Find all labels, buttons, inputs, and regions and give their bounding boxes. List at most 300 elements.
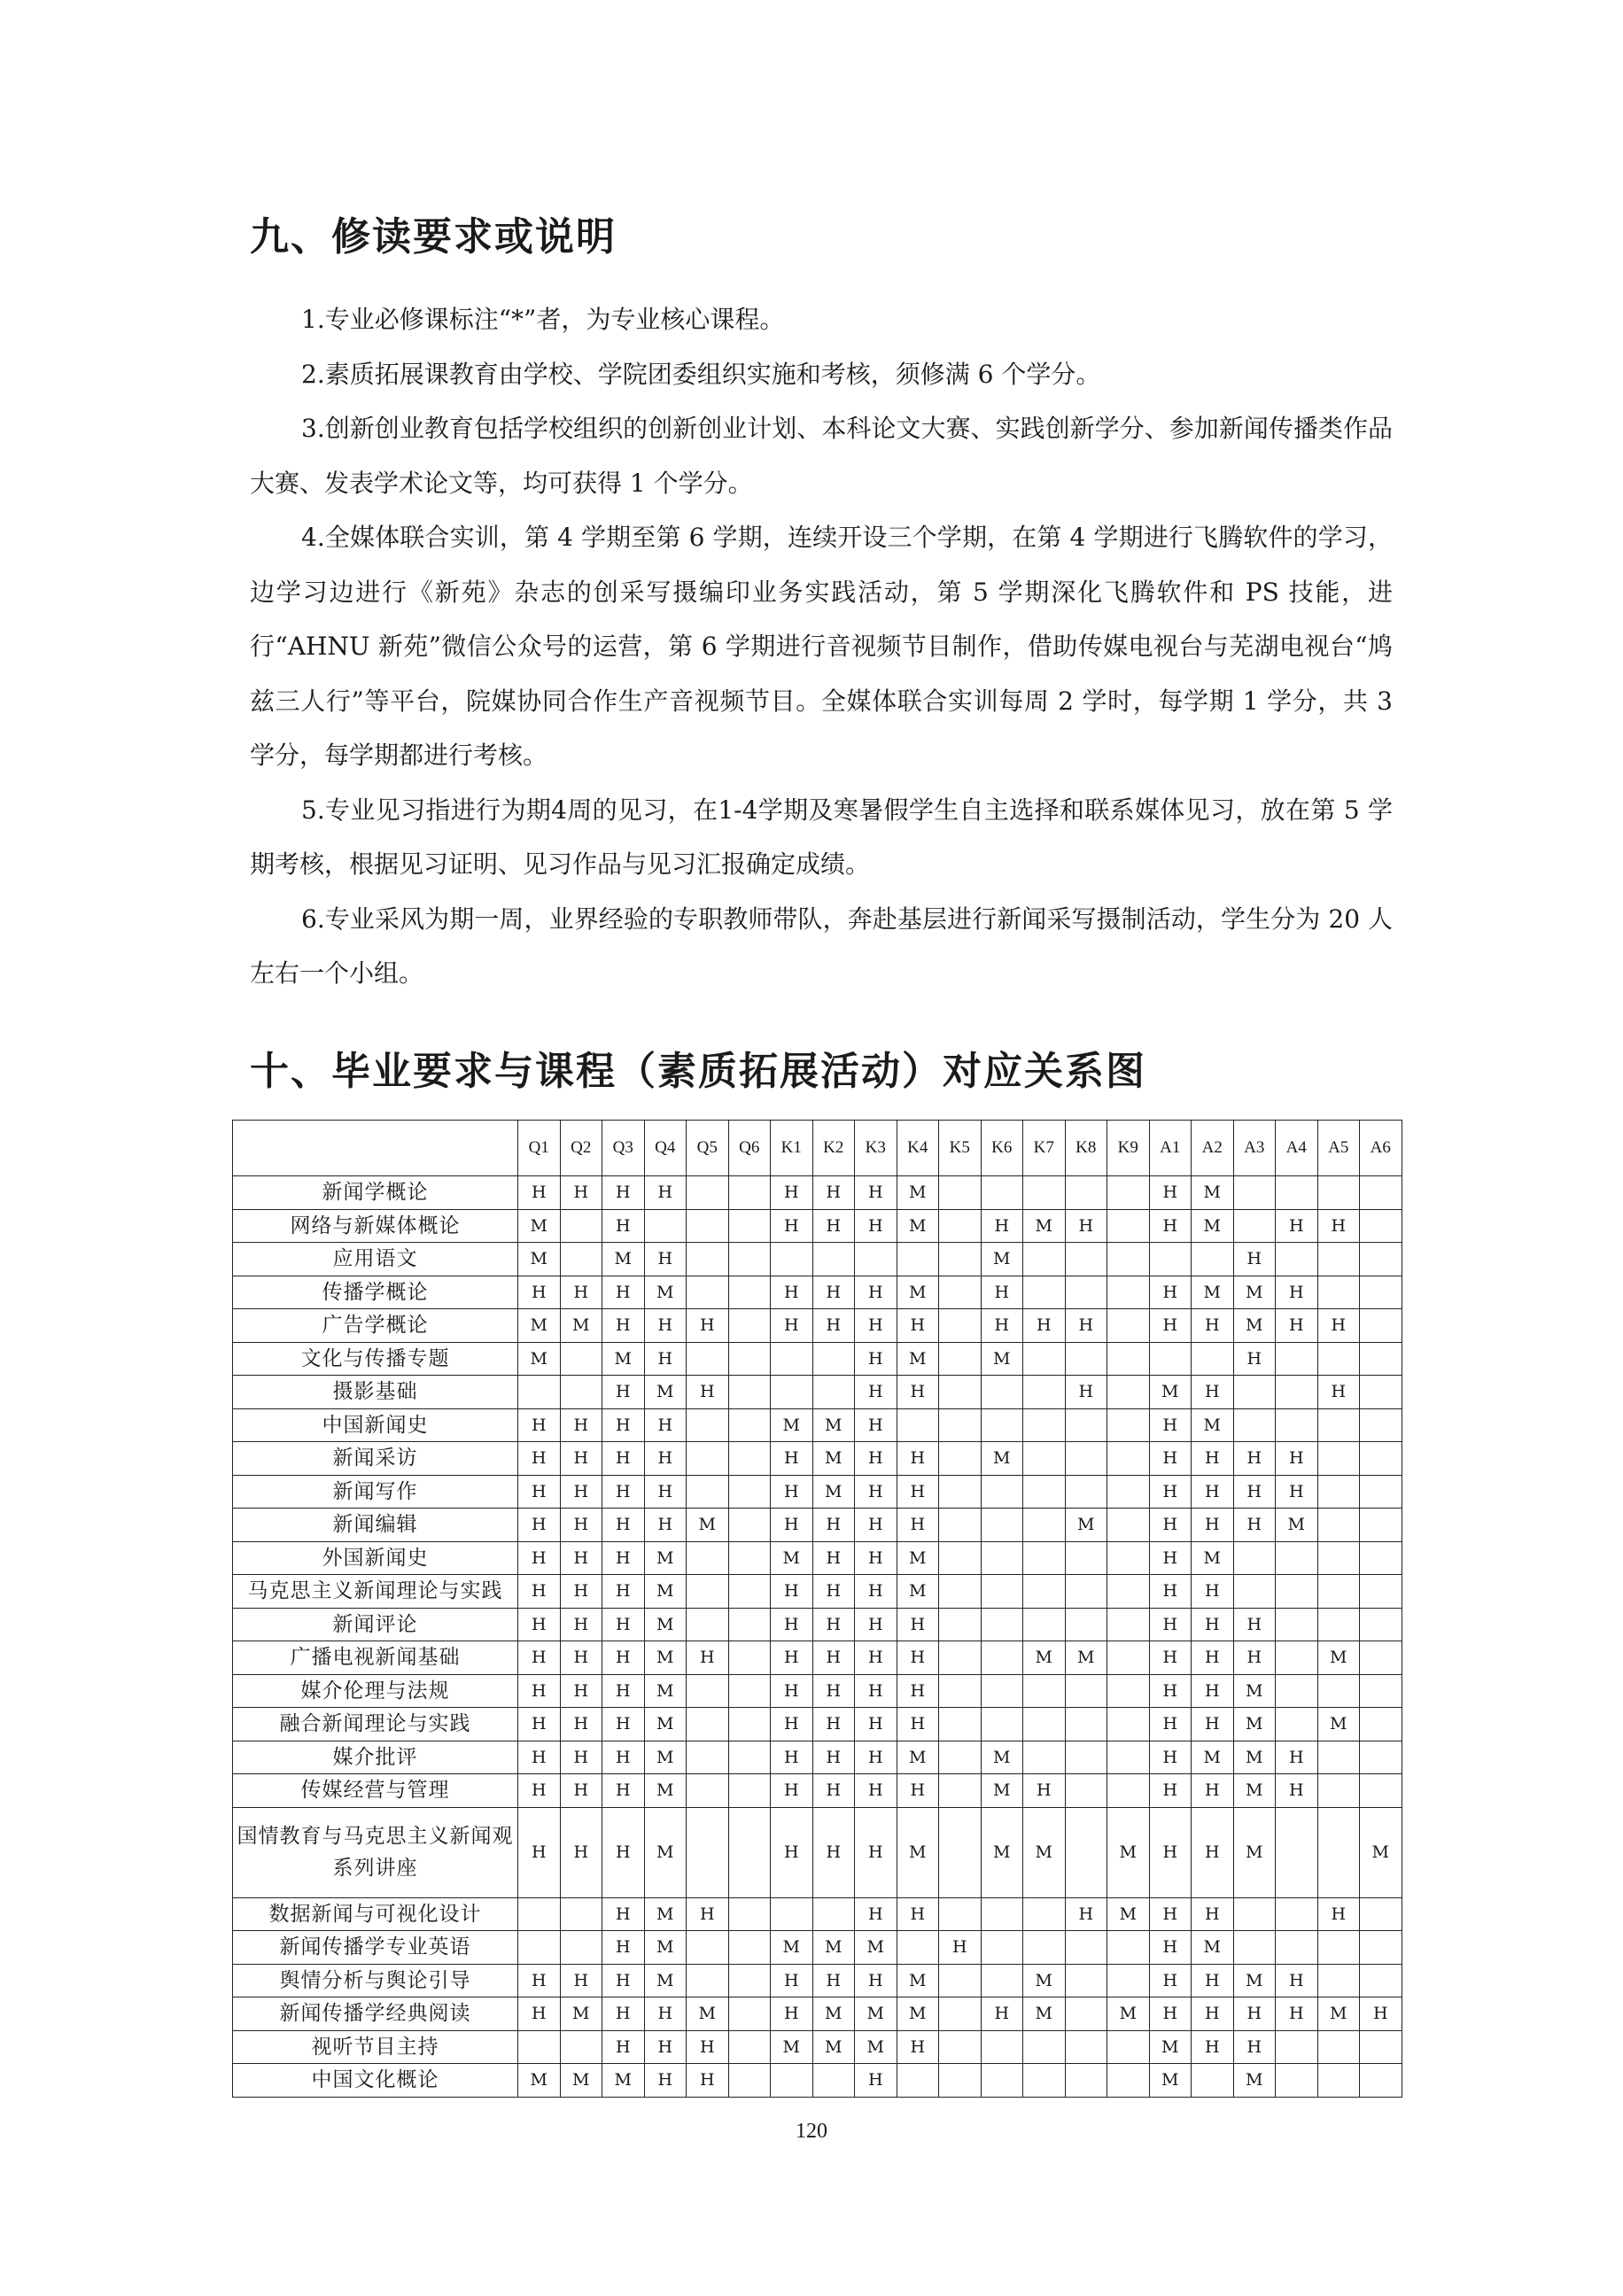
mark-cell: H bbox=[1192, 2030, 1234, 2064]
mark-cell bbox=[728, 1408, 771, 1442]
mark-cell: M bbox=[1192, 1176, 1234, 1210]
mark-cell: H bbox=[518, 1741, 561, 1774]
mark-cell bbox=[1317, 1509, 1360, 1542]
mark-cell bbox=[1360, 1176, 1402, 1210]
mark-cell bbox=[981, 1376, 1023, 1409]
mark-cell: H bbox=[1192, 1376, 1234, 1409]
mark-cell: H bbox=[518, 1509, 561, 1542]
mark-cell bbox=[1317, 1342, 1360, 1376]
mark-cell: M bbox=[981, 1774, 1023, 1808]
mark-cell: M bbox=[1023, 1807, 1066, 1897]
mark-cell bbox=[771, 1376, 813, 1409]
mark-cell: H bbox=[644, 2030, 687, 2064]
mark-cell: H bbox=[771, 1641, 813, 1675]
column-header: Q5 bbox=[687, 1121, 729, 1176]
mark-cell: H bbox=[1149, 1509, 1192, 1542]
mark-cell: H bbox=[855, 1741, 897, 1774]
mark-cell: M bbox=[1107, 1807, 1150, 1897]
mark-cell bbox=[897, 1408, 939, 1442]
course-name-cell: 外国新闻史 bbox=[233, 1541, 518, 1575]
mark-cell: M bbox=[1192, 1209, 1234, 1243]
mark-cell bbox=[1107, 2030, 1150, 2064]
mark-cell: H bbox=[812, 1964, 855, 1997]
table-row bbox=[233, 1931, 1402, 1965]
mark-cell: H bbox=[1192, 1608, 1234, 1641]
mark-cell bbox=[1276, 1708, 1318, 1741]
mark-cell: H bbox=[518, 1674, 561, 1708]
mark-cell: H bbox=[855, 1475, 897, 1509]
mark-cell: H bbox=[560, 1575, 602, 1609]
mark-cell: M bbox=[644, 1276, 687, 1309]
mark-cell bbox=[1023, 1608, 1066, 1641]
mark-cell bbox=[1065, 1408, 1107, 1442]
course-name-cell: 新闻学概论 bbox=[233, 1176, 518, 1210]
mark-cell bbox=[1360, 1276, 1402, 1309]
mark-cell bbox=[728, 1176, 771, 1210]
mark-cell: H bbox=[771, 1276, 813, 1309]
mark-cell: H bbox=[644, 1475, 687, 1509]
mark-cell bbox=[1360, 1964, 1402, 1997]
mark-cell bbox=[1317, 1807, 1360, 1897]
mark-cell bbox=[981, 1509, 1023, 1542]
mark-cell bbox=[1107, 1243, 1150, 1276]
column-header: A4 bbox=[1276, 1121, 1318, 1176]
mark-cell: H bbox=[1149, 1276, 1192, 1309]
mark-cell: H bbox=[1149, 1641, 1192, 1675]
course-name-cell: 新闻编辑 bbox=[233, 1509, 518, 1542]
mark-cell: H bbox=[644, 1408, 687, 1442]
mark-cell: M bbox=[1023, 1964, 1066, 1997]
mark-cell: H bbox=[602, 1475, 645, 1509]
section-9-heading: 九、修读要求或说明 bbox=[250, 214, 617, 260]
table-row bbox=[233, 1176, 1402, 1210]
mark-cell bbox=[1360, 1309, 1402, 1343]
mark-cell: H bbox=[518, 1807, 561, 1897]
mark-cell: H bbox=[1317, 1209, 1360, 1243]
mark-cell: M bbox=[560, 1997, 602, 2031]
mark-cell: H bbox=[1233, 1475, 1276, 1509]
mark-cell bbox=[687, 1608, 729, 1641]
mark-cell bbox=[1023, 1408, 1066, 1442]
mark-cell: M bbox=[644, 1964, 687, 1997]
mark-cell bbox=[1276, 2030, 1318, 2064]
mark-cell: H bbox=[771, 1509, 813, 1542]
mark-cell bbox=[687, 1541, 729, 1575]
mark-cell bbox=[1065, 1931, 1107, 1965]
column-header: Q4 bbox=[644, 1121, 687, 1176]
mark-cell bbox=[687, 1708, 729, 1741]
mark-cell: H bbox=[1149, 1575, 1192, 1609]
mark-cell: M bbox=[644, 1541, 687, 1575]
mark-cell: H bbox=[518, 1408, 561, 1442]
mark-cell: H bbox=[602, 1276, 645, 1309]
mark-cell bbox=[560, 1376, 602, 1409]
mark-cell bbox=[728, 1541, 771, 1575]
mark-cell bbox=[1276, 1575, 1318, 1609]
mark-cell: H bbox=[518, 1708, 561, 1741]
mark-cell bbox=[728, 1741, 771, 1774]
mark-cell bbox=[1360, 1608, 1402, 1641]
mark-cell: H bbox=[897, 1608, 939, 1641]
mark-cell: H bbox=[560, 1708, 602, 1741]
mark-cell: H bbox=[939, 1931, 982, 1965]
column-header: K3 bbox=[855, 1121, 897, 1176]
mark-cell: M bbox=[897, 1741, 939, 1774]
mark-cell bbox=[939, 1674, 982, 1708]
mark-cell: M bbox=[1065, 1641, 1107, 1675]
mark-cell bbox=[939, 1964, 982, 1997]
mark-cell: H bbox=[602, 1442, 645, 1476]
mark-cell: H bbox=[1149, 1541, 1192, 1575]
mark-cell: H bbox=[602, 1176, 645, 1210]
table-header-row bbox=[233, 1121, 1402, 1176]
mark-cell: H bbox=[602, 1309, 645, 1343]
table-row bbox=[233, 1276, 1402, 1309]
mark-cell bbox=[687, 1442, 729, 1476]
mark-cell: H bbox=[560, 1408, 602, 1442]
mark-cell: H bbox=[897, 1774, 939, 1808]
mark-cell: M bbox=[602, 1243, 645, 1276]
mark-cell: H bbox=[1233, 2030, 1276, 2064]
course-name-cell: 中国新闻史 bbox=[233, 1408, 518, 1442]
table-row bbox=[233, 1475, 1402, 1509]
mark-cell bbox=[981, 2030, 1023, 2064]
mark-cell: M bbox=[981, 1807, 1023, 1897]
mark-cell: M bbox=[1233, 1964, 1276, 1997]
course-name-cell: 新闻传播学专业英语 bbox=[233, 1931, 518, 1965]
column-header: K5 bbox=[939, 1121, 982, 1176]
mark-cell: H bbox=[518, 1964, 561, 1997]
mark-cell: H bbox=[855, 1408, 897, 1442]
mark-cell: H bbox=[1192, 1575, 1234, 1609]
mark-cell: H bbox=[687, 1376, 729, 1409]
mark-cell bbox=[771, 2064, 813, 2098]
mark-cell: H bbox=[812, 1641, 855, 1675]
mark-cell bbox=[939, 1608, 982, 1641]
mark-cell: H bbox=[644, 1997, 687, 2031]
table-row bbox=[233, 1541, 1402, 1575]
mark-cell: M bbox=[518, 1243, 561, 1276]
mark-cell: H bbox=[771, 1708, 813, 1741]
mark-cell: H bbox=[855, 1209, 897, 1243]
mark-cell bbox=[1107, 1442, 1150, 1476]
mark-cell: M bbox=[1276, 1509, 1318, 1542]
table-row bbox=[233, 1575, 1402, 1609]
mark-cell bbox=[939, 1408, 982, 1442]
mark-cell: H bbox=[560, 1276, 602, 1309]
mark-cell bbox=[939, 1997, 982, 2031]
mark-cell: H bbox=[855, 1641, 897, 1675]
mark-cell bbox=[1360, 1342, 1402, 1376]
mark-cell bbox=[897, 1243, 939, 1276]
mark-cell bbox=[1023, 1276, 1066, 1309]
mark-cell: H bbox=[855, 2064, 897, 2098]
mark-cell: H bbox=[687, 2064, 729, 2098]
mark-cell bbox=[939, 1807, 982, 1897]
mark-cell: M bbox=[1360, 1807, 1402, 1897]
mark-cell: H bbox=[644, 1509, 687, 1542]
mark-cell: H bbox=[771, 1442, 813, 1476]
mark-cell bbox=[1065, 1674, 1107, 1708]
mark-cell bbox=[728, 1931, 771, 1965]
mark-cell bbox=[1065, 2064, 1107, 2098]
mark-cell: H bbox=[1065, 1376, 1107, 1409]
mark-cell: M bbox=[771, 1931, 813, 1965]
mark-cell bbox=[728, 1774, 771, 1808]
mark-cell: H bbox=[1192, 1674, 1234, 1708]
mark-cell: H bbox=[1192, 1309, 1234, 1343]
mark-cell: H bbox=[812, 1541, 855, 1575]
mark-cell bbox=[1023, 1575, 1066, 1609]
mark-cell: H bbox=[855, 1608, 897, 1641]
mark-cell bbox=[1107, 2064, 1150, 2098]
mark-cell: M bbox=[1317, 1708, 1360, 1741]
mark-cell bbox=[1065, 1741, 1107, 1774]
mark-cell bbox=[728, 1897, 771, 1931]
mark-cell bbox=[1276, 1807, 1318, 1897]
mark-cell: H bbox=[1192, 1641, 1234, 1675]
mark-cell bbox=[1360, 1408, 1402, 1442]
mark-cell bbox=[1107, 1475, 1150, 1509]
column-header: A1 bbox=[1149, 1121, 1192, 1176]
mark-cell bbox=[939, 1309, 982, 1343]
mark-cell bbox=[560, 1931, 602, 1965]
mark-cell bbox=[1233, 1897, 1276, 1931]
mark-cell: M bbox=[981, 1342, 1023, 1376]
requirement-item: 1.专业必修课标注“*”者，为专业核心课程。 bbox=[301, 305, 785, 334]
mark-cell bbox=[1192, 1243, 1234, 1276]
mark-cell: H bbox=[644, 1309, 687, 1343]
mark-cell bbox=[1107, 1931, 1150, 1965]
mark-cell: H bbox=[1192, 1807, 1234, 1897]
mark-cell bbox=[728, 1708, 771, 1741]
mark-cell: H bbox=[518, 1442, 561, 1476]
mark-cell bbox=[939, 1376, 982, 1409]
mark-cell bbox=[1107, 1741, 1150, 1774]
mark-cell bbox=[1107, 1509, 1150, 1542]
mark-cell bbox=[981, 1931, 1023, 1965]
column-header: K2 bbox=[812, 1121, 855, 1176]
mark-cell bbox=[728, 1997, 771, 2031]
mark-cell bbox=[687, 1209, 729, 1243]
mark-cell: H bbox=[855, 1708, 897, 1741]
mark-cell: H bbox=[855, 1509, 897, 1542]
mark-cell: H bbox=[1023, 1309, 1066, 1343]
mark-cell: M bbox=[1233, 1309, 1276, 1343]
mark-cell: M bbox=[518, 1309, 561, 1343]
column-header: Q2 bbox=[560, 1121, 602, 1176]
mark-cell: M bbox=[855, 1931, 897, 1965]
mark-cell: M bbox=[771, 1541, 813, 1575]
mark-cell bbox=[728, 2030, 771, 2064]
mark-cell: H bbox=[602, 1997, 645, 2031]
mark-cell: M bbox=[1107, 1897, 1150, 1931]
mark-cell: M bbox=[1107, 1997, 1150, 2031]
mark-cell: H bbox=[1317, 1309, 1360, 1343]
mark-cell bbox=[1107, 1708, 1150, 1741]
column-header: Q3 bbox=[602, 1121, 645, 1176]
mark-cell bbox=[939, 1741, 982, 1774]
mark-cell: H bbox=[602, 1376, 645, 1409]
mark-cell bbox=[1023, 1708, 1066, 1741]
mark-cell: H bbox=[855, 1575, 897, 1609]
mark-cell: H bbox=[1233, 1641, 1276, 1675]
table-row bbox=[233, 1641, 1402, 1675]
mark-cell: H bbox=[518, 1276, 561, 1309]
mark-cell bbox=[1192, 1342, 1234, 1376]
mark-cell: H bbox=[855, 1276, 897, 1309]
mark-cell: H bbox=[855, 1342, 897, 1376]
course-name-cell: 新闻写作 bbox=[233, 1475, 518, 1509]
mark-cell: M bbox=[602, 2064, 645, 2098]
column-header: K8 bbox=[1065, 1121, 1107, 1176]
mark-cell bbox=[1107, 1774, 1150, 1808]
column-header: Q6 bbox=[728, 1121, 771, 1176]
column-header: K7 bbox=[1023, 1121, 1066, 1176]
mark-cell: M bbox=[1023, 1997, 1066, 2031]
mark-cell: H bbox=[560, 1176, 602, 1210]
mark-cell: H bbox=[560, 1509, 602, 1542]
mark-cell: M bbox=[1023, 1209, 1066, 1243]
mark-cell bbox=[1317, 1408, 1360, 1442]
mark-cell: H bbox=[518, 1575, 561, 1609]
mark-cell: H bbox=[1149, 1897, 1192, 1931]
mark-cell: H bbox=[1276, 1741, 1318, 1774]
column-header: A5 bbox=[1317, 1121, 1360, 1176]
course-name-cell: 媒介伦理与法规 bbox=[233, 1674, 518, 1708]
mark-cell bbox=[1065, 1575, 1107, 1609]
mark-cell bbox=[1317, 1176, 1360, 1210]
mark-cell: H bbox=[1065, 1897, 1107, 1931]
mark-cell bbox=[1360, 1243, 1402, 1276]
mark-cell bbox=[1107, 1276, 1150, 1309]
course-name-cell: 广播电视新闻基础 bbox=[233, 1641, 518, 1675]
mark-cell bbox=[1317, 1243, 1360, 1276]
table-row bbox=[233, 2030, 1402, 2064]
mark-cell: H bbox=[518, 1997, 561, 2031]
mark-cell bbox=[1065, 1807, 1107, 1897]
mark-cell bbox=[939, 1509, 982, 1542]
mark-cell: H bbox=[771, 1997, 813, 2031]
mark-cell bbox=[939, 2030, 982, 2064]
mark-cell: H bbox=[1276, 1209, 1318, 1243]
table-row bbox=[233, 2064, 1402, 2098]
mark-cell bbox=[687, 1243, 729, 1276]
mark-cell: M bbox=[1065, 1509, 1107, 1542]
mark-cell: H bbox=[1276, 1774, 1318, 1808]
mark-cell bbox=[939, 1575, 982, 1609]
mark-cell bbox=[1317, 1276, 1360, 1309]
mark-cell: H bbox=[771, 1741, 813, 1774]
mark-cell: H bbox=[1149, 1774, 1192, 1808]
mark-cell: H bbox=[897, 1475, 939, 1509]
table-row bbox=[233, 1509, 1402, 1542]
mark-cell: M bbox=[518, 1342, 561, 1376]
mark-cell: H bbox=[897, 1674, 939, 1708]
mark-cell bbox=[687, 1931, 729, 1965]
mark-cell bbox=[1065, 1997, 1107, 2031]
mark-cell: H bbox=[687, 1309, 729, 1343]
mark-cell bbox=[1233, 1376, 1276, 1409]
mark-cell bbox=[728, 1575, 771, 1609]
mark-cell: M bbox=[1192, 1741, 1234, 1774]
mark-cell: M bbox=[1023, 1641, 1066, 1675]
mark-cell bbox=[939, 1243, 982, 1276]
mark-cell bbox=[812, 1376, 855, 1409]
mark-cell: H bbox=[812, 1807, 855, 1897]
mark-cell bbox=[1276, 1408, 1318, 1442]
mark-cell bbox=[687, 1741, 729, 1774]
mark-cell: H bbox=[644, 1176, 687, 1210]
mark-cell: H bbox=[560, 1475, 602, 1509]
mark-cell: H bbox=[812, 1674, 855, 1708]
mark-cell: H bbox=[602, 2030, 645, 2064]
mark-cell bbox=[1317, 1475, 1360, 1509]
mark-cell: H bbox=[1233, 1243, 1276, 1276]
mark-cell bbox=[1192, 2064, 1234, 2098]
mark-cell bbox=[1023, 2030, 1066, 2064]
mark-cell: H bbox=[560, 1641, 602, 1675]
table-row bbox=[233, 1209, 1402, 1243]
mark-cell: H bbox=[812, 1509, 855, 1542]
table-row bbox=[233, 1243, 1402, 1276]
mark-cell bbox=[1360, 1376, 1402, 1409]
mark-cell bbox=[1107, 1674, 1150, 1708]
mark-cell: H bbox=[812, 1176, 855, 1210]
mark-cell: H bbox=[1192, 1997, 1234, 2031]
mark-cell: M bbox=[855, 1997, 897, 2031]
mark-cell: H bbox=[518, 1641, 561, 1675]
mark-cell: H bbox=[1149, 1608, 1192, 1641]
table-row bbox=[233, 1608, 1402, 1641]
mark-cell bbox=[687, 1964, 729, 1997]
mark-cell bbox=[728, 1442, 771, 1476]
mark-cell: H bbox=[812, 1309, 855, 1343]
mark-cell: H bbox=[602, 1541, 645, 1575]
mark-cell: M bbox=[518, 2064, 561, 2098]
mark-cell bbox=[1360, 1541, 1402, 1575]
mark-cell: H bbox=[897, 1708, 939, 1741]
mark-cell bbox=[1360, 1475, 1402, 1509]
mark-cell bbox=[1107, 1575, 1150, 1609]
course-name-cell: 国情教育与马克思主义新闻观系列讲座 bbox=[233, 1807, 518, 1897]
mark-cell: H bbox=[855, 1541, 897, 1575]
mark-cell: M bbox=[897, 1964, 939, 1997]
mark-cell: H bbox=[1233, 1997, 1276, 2031]
mark-cell bbox=[1360, 1641, 1402, 1675]
table-row bbox=[233, 1997, 1402, 2031]
mark-cell: H bbox=[602, 1964, 645, 1997]
course-name-cell: 视听节目主持 bbox=[233, 2030, 518, 2064]
requirements-matrix-table bbox=[232, 1120, 1402, 2098]
course-name-cell: 媒介批评 bbox=[233, 1741, 518, 1774]
mark-cell bbox=[687, 1276, 729, 1309]
requirement-item: 6.专业采风为期一周，业界经验的专职教师带队，奔赴基层进行新闻采写摄制活动，学生分为 20 人左右一个小组。 bbox=[250, 904, 1393, 988]
mark-cell: H bbox=[855, 1376, 897, 1409]
mark-cell bbox=[1360, 1442, 1402, 1476]
mark-cell: H bbox=[855, 1442, 897, 1476]
mark-cell: H bbox=[560, 1741, 602, 1774]
mark-cell bbox=[1023, 1931, 1066, 1965]
table-row bbox=[233, 1897, 1402, 1931]
mark-cell: H bbox=[1149, 1209, 1192, 1243]
mark-cell bbox=[687, 1575, 729, 1609]
mark-cell: M bbox=[812, 1475, 855, 1509]
mark-cell: M bbox=[812, 1408, 855, 1442]
mark-cell: H bbox=[771, 1674, 813, 1708]
mark-cell bbox=[981, 1708, 1023, 1741]
mark-cell bbox=[728, 1608, 771, 1641]
